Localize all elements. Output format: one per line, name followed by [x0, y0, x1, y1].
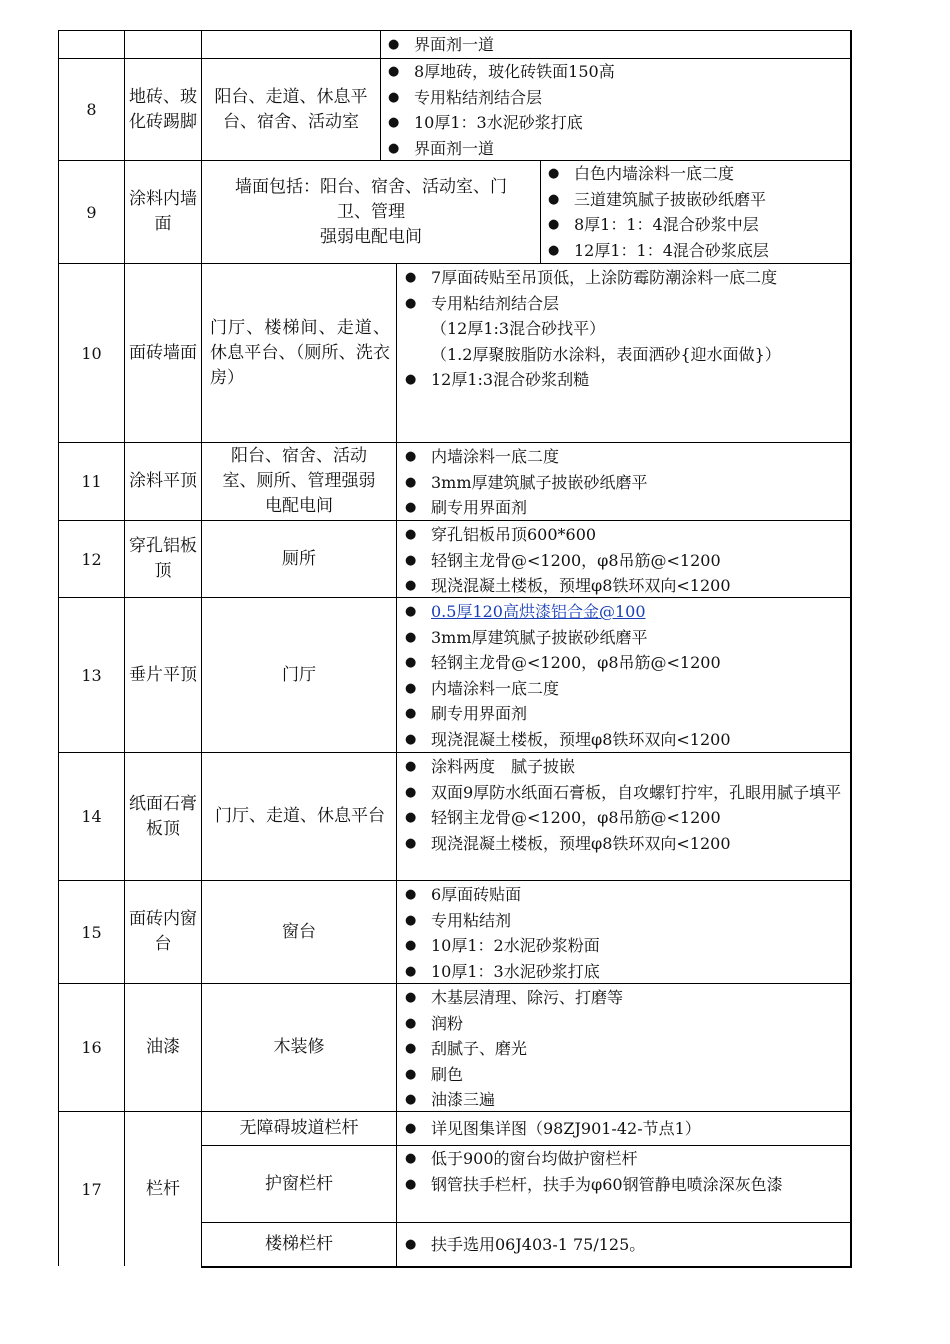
bullet-icon: ● [388, 115, 400, 131]
list-item-note: （12厚1:3混合砂找平） [431, 319, 606, 339]
material-list [397, 599, 847, 753]
material-list [380, 59, 850, 161]
location-cell: 阳台、走道、休息平台、宿舍、活动室 [214, 86, 368, 132]
bullet-icon: ● [405, 295, 417, 311]
list-item: ● 10厚1：3水泥砂浆打底 [380, 110, 850, 136]
list-item: ● 现浇混凝土楼板，预埋φ8铁环双向<1200 [397, 573, 847, 599]
bullet-icon: ● [405, 1237, 417, 1252]
list-item: ● 内墙涂料一底二度 [397, 444, 847, 470]
item-name: 涂料内墙面 [129, 189, 197, 234]
bullet-icon: ● [405, 784, 417, 800]
list-item: ● 6厚面砖贴面 [397, 882, 847, 908]
location-cell: 木装修 [273, 1037, 325, 1057]
material-list-continued [380, 32, 850, 58]
list-item: ● 涂料两度 腻子披嵌 [397, 754, 847, 780]
bullet-icon: ● [388, 140, 400, 156]
bullet-icon: ● [405, 655, 417, 671]
sub-location-cell: 楼梯栏杆 [265, 1234, 333, 1254]
item-name: 面砖墙面 [129, 342, 197, 363]
sub-location-cell: 无障碍坡道栏杆 [239, 1118, 359, 1138]
bullet-icon: ● [405, 990, 417, 1005]
item-name: 穿孔铝板顶 [129, 536, 197, 581]
row-number: 10 [81, 343, 102, 363]
list-item: ● 3mm厚建筑腻子披嵌砂纸磨平 [397, 625, 847, 651]
material-list [397, 444, 847, 521]
bullet-icon: ● [405, 372, 417, 388]
item-name: 油漆 [146, 1037, 180, 1057]
location-cell: 窗台 [282, 921, 316, 942]
bullet-icon: ● [405, 270, 417, 285]
bullet-icon: ● [548, 191, 560, 207]
location-line: 强弱电配电间 [320, 226, 422, 247]
list-item: ● 现浇混凝土楼板，预埋φ8铁环双向<1200 [397, 727, 847, 753]
list-item: ● 刮腻子、磨光 [397, 1036, 847, 1062]
bullet-icon: ● [405, 680, 417, 696]
row-number: 17 [81, 1179, 102, 1199]
table-right-border [850, 30, 852, 1268]
list-item: ● 内墙涂料一底二度 [397, 676, 847, 702]
bullet-icon: ● [405, 1066, 417, 1082]
list-item: ● 低于900的窗台均做护窗栏杆 [397, 1146, 847, 1172]
bullet-icon: ● [405, 835, 417, 851]
item-name: 地砖、玻化砖踢脚 [129, 86, 197, 132]
list-item: ● 12厚1:3混合砂浆刮糙 [397, 367, 847, 393]
material-list [397, 985, 847, 1113]
item-name: 面砖内窗台 [129, 909, 197, 954]
row-divider [58, 30, 851, 31]
location-cell [206, 161, 536, 263]
list-item: ● 轻钢主龙骨@<1200，φ8吊筋@<1200 [397, 805, 847, 831]
row-number: 15 [81, 922, 102, 942]
list-item: ● 刷专用界面剂 [397, 495, 847, 521]
bullet-icon: ● [405, 912, 417, 928]
bullet-icon: ● [388, 89, 400, 105]
material-list [397, 1232, 847, 1258]
material-list [397, 265, 847, 393]
list-item: ● 润粉 [397, 1011, 847, 1037]
list-item: ● 10厚1：2水泥砂浆粉面 [397, 933, 847, 959]
list-item[interactable] [397, 599, 847, 625]
list-item: ● 钢管扶手栏杆，扶手为φ60钢管静电喷涂深灰色漆 [397, 1172, 847, 1198]
location-cell: 门厅、楼梯间、走道、休息平台、（厕所、洗衣房） [210, 317, 390, 388]
list-item: ● 专用粘结剂 [397, 908, 847, 934]
bullet-icon: ● [405, 759, 417, 774]
list-item: ● 10厚1：3水泥砂浆打底 [397, 959, 847, 985]
bullet-icon: ● [405, 1151, 417, 1166]
list-item: ● 7厚面砖贴至吊顶低，上涂防霉防潮涂料一底二度 [397, 265, 847, 291]
bullet-icon: ● [405, 706, 417, 722]
row-number: 14 [81, 807, 102, 826]
list-item: ● 专用粘结剂结合层 [380, 85, 850, 111]
item-name: 栏杆 [146, 1178, 180, 1199]
list-item: ● 详见图集详图（98ZJ901-42-节点1） [397, 1116, 847, 1142]
row-number: 11 [81, 472, 102, 491]
bullet-icon: ● [388, 64, 400, 79]
location-cell: 门厅 [282, 664, 316, 685]
location-line: 墙面包括：阳台、宿舍、活动室、门 [235, 176, 507, 197]
item-name: 涂料平顶 [129, 471, 197, 491]
list-item: ● 双面9厚防水纸面石膏板，自攻螺钉拧牢，孔眼用腻子填平 [397, 780, 847, 806]
list-item: ● 12厚1：1：4混合砂浆底层 [540, 238, 850, 264]
row-number: 13 [81, 665, 102, 685]
bullet-icon: ● [405, 731, 417, 747]
list-item: ● 3mm厚建筑腻子披嵌砂纸磨平 [397, 470, 847, 496]
list-item: ● 轻钢主龙骨@<1200，φ8吊筋@<1200 [397, 650, 847, 676]
location-cell: 门厅、走道、休息平台 [215, 806, 385, 826]
item-name: 垂片平顶 [129, 664, 197, 685]
bullet-icon: ● [405, 500, 417, 516]
material-list [397, 882, 847, 984]
bullet-icon: ● [405, 887, 417, 902]
bullet-icon: ● [405, 1121, 417, 1136]
list-item: ● 刷色 [397, 1062, 847, 1088]
item-name: 纸面石膏板顶 [129, 793, 197, 839]
bullet-icon: ● [405, 604, 417, 619]
list-item: ● 油漆三遍 [397, 1087, 847, 1113]
row-number: 9 [86, 202, 97, 222]
list-item: ● 木基层清理、除污、打磨等 [397, 985, 847, 1011]
bullet-icon: ● [405, 527, 417, 542]
bullet-icon: ● [548, 242, 560, 258]
sub-location-cell: 护窗栏杆 [265, 1173, 333, 1194]
list-item: ● 轻钢主龙骨@<1200，φ8吊筋@<1200 [397, 548, 847, 574]
row-number: 16 [81, 1038, 102, 1057]
material-list [397, 1146, 847, 1197]
bullet-icon: ● [405, 963, 417, 979]
bullet-icon: ● [405, 552, 417, 568]
column-divider [124, 30, 125, 1266]
list-item: ● 白色内墙涂料一底二度 [540, 161, 850, 187]
list-item: ● 现浇混凝土楼板，预埋φ8铁环双向<1200 [397, 831, 847, 857]
list-item: ● 穿孔铝板吊顶600*600 [397, 522, 847, 548]
bullet-icon: ● [548, 166, 560, 181]
bullet-icon: ● [405, 1176, 417, 1192]
location-cell: 厕所 [282, 548, 316, 569]
bullet-icon: ● [405, 1041, 417, 1057]
list-item: ● 三道建筑腻子披嵌砂纸磨平 [540, 187, 850, 213]
bullet-icon: ● [405, 449, 417, 464]
list-item: ● 界面剂一道 [380, 136, 850, 162]
bullet-icon: ● [405, 474, 417, 490]
material-list [397, 754, 847, 856]
bullet-icon: ● [405, 938, 417, 954]
row-number: 12 [81, 549, 102, 569]
bullet-icon: ● [405, 810, 417, 826]
material-list [397, 1116, 847, 1142]
bullet-icon: ● [405, 1092, 417, 1108]
list-item-note: （1.2厚聚胺脂防水涂料，表面洒砂{迎水面做}） [431, 344, 781, 364]
table-bottom-border [201, 1266, 851, 1268]
list-item: ● 8厚1：1：4混合砂浆中层 [540, 212, 850, 238]
bullet-icon: ● [388, 37, 400, 52]
list-item: ● 扶手选用06J403-1 75/125。 [397, 1232, 847, 1258]
list-item: ● 8厚地砖，玻化砖铁面150高 [380, 59, 850, 85]
list-item: ● 专用粘结剂结合层 [397, 291, 847, 317]
bullet-icon: ● [405, 629, 417, 645]
bullet-icon: ● [548, 217, 560, 233]
bullet-icon: ● [405, 578, 417, 594]
list-item: ● 刷专用界面剂 [397, 701, 847, 727]
location-line: 卫、管理 [337, 201, 405, 222]
item-link[interactable]: 0.5厚120高烘漆铝合金@100 [431, 602, 646, 621]
material-list [397, 522, 847, 599]
location-cell: 阳台、宿舍、活动室、厕所、管理强弱电配电间 [222, 446, 376, 516]
list-item: ● 界面剂一道 [380, 32, 850, 58]
row-number: 8 [86, 100, 97, 119]
material-list [540, 161, 850, 263]
bullet-icon: ● [405, 1015, 417, 1031]
